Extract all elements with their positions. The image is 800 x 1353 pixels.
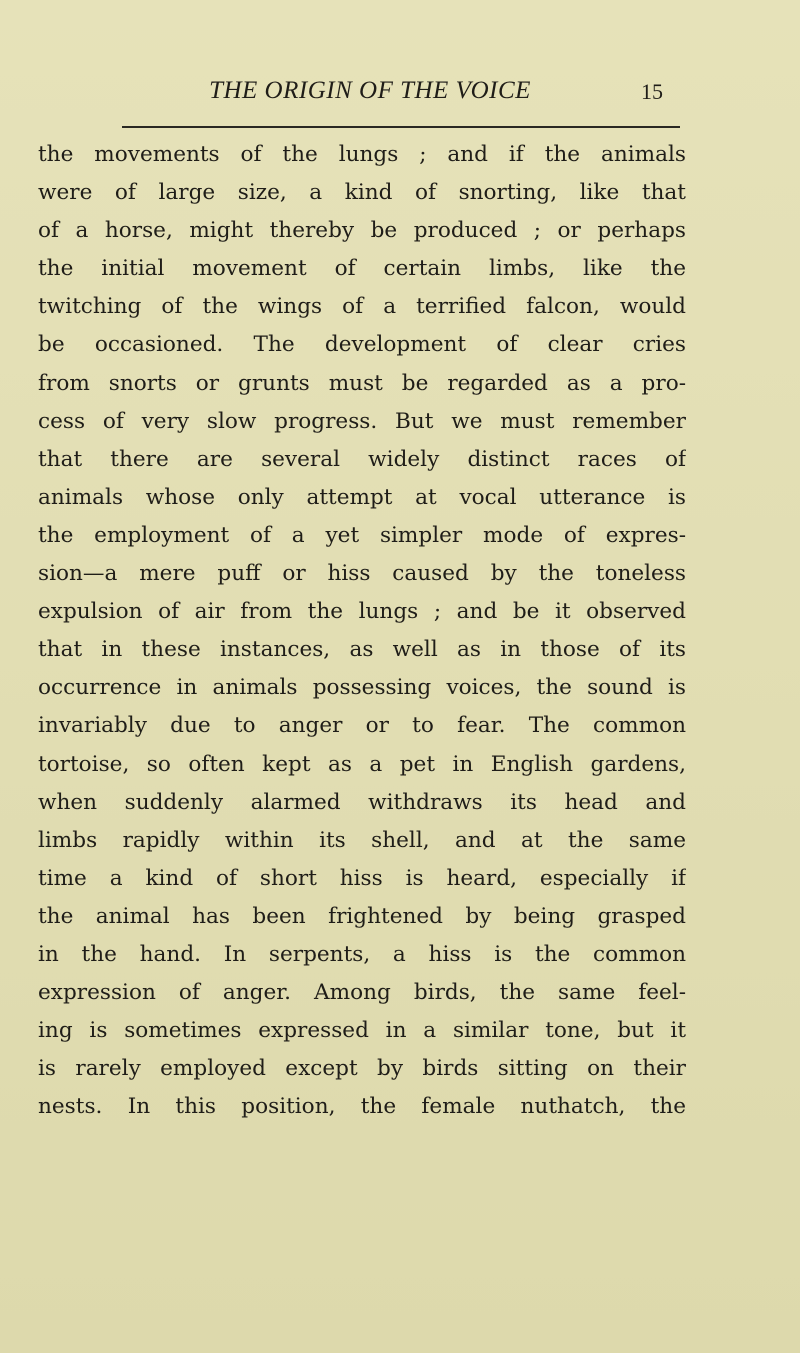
text-line: were of large size, a kind of snorting, like that	[38, 180, 686, 206]
text-line: limbs rapidly within its shell, and at the same	[38, 827, 686, 853]
text-line: is rarely employed except by birds sitting on their	[38, 1056, 686, 1082]
text-line: expression of anger. Among birds, the same feel-	[38, 980, 686, 1006]
text-line: the animal has been frightened by being grasped	[38, 903, 686, 929]
text-line: that in these instances, as well as in those of its	[38, 637, 686, 663]
text-line: be occasioned. The development of clear cries	[38, 332, 686, 358]
page-number: 15	[641, 79, 663, 104]
text-line: of a horse, might thereby be produced ; or perhaps	[38, 218, 686, 244]
text-line: animals whose only attempt at vocal utterance is	[38, 484, 686, 510]
text-line: invariably due to anger or to fear. The common	[38, 713, 686, 739]
text-line: the employment of a yet simpler mode of expres-	[38, 522, 686, 548]
text-line: that there are several widely distinct races of	[38, 446, 686, 472]
text-line: cess of very slow progress. But we must remember	[38, 408, 686, 434]
body-text	[38, 136, 686, 1126]
running-title: THE ORIGIN OF THE VOICE	[209, 77, 531, 104]
text-line: from snorts or grunts must be regarded as a pro-	[38, 370, 686, 396]
text-line: twitching of the wings of a terrified falcon, would	[38, 294, 686, 320]
text-line: time a kind of short hiss is heard, especially if	[38, 865, 686, 891]
text-line: the movements of the lungs ; and if the animals	[38, 142, 686, 167]
text-line: when suddenly alarmed withdraws its head and	[38, 789, 686, 815]
text-line: sion—a mere puff or hiss caused by the toneless	[38, 561, 686, 587]
text-line: tortoise, so often kept as a pet in English gardens,	[38, 751, 686, 777]
text-line: expulsion of air from the lungs ; and be it observed	[38, 599, 686, 625]
text-line: the initial movement of certain limbs, like the	[38, 256, 686, 282]
text-line: in the hand. In serpents, a hiss is the common	[38, 941, 686, 967]
page-header	[0, 76, 800, 116]
text-line: nests. In this position, the female nuthatch, the	[38, 1094, 686, 1120]
text-line: occurrence in animals possessing voices, the sound is	[38, 675, 686, 701]
header-rule	[122, 126, 680, 128]
text-line: ing is sometimes expressed in a similar tone, but it	[38, 1018, 686, 1044]
